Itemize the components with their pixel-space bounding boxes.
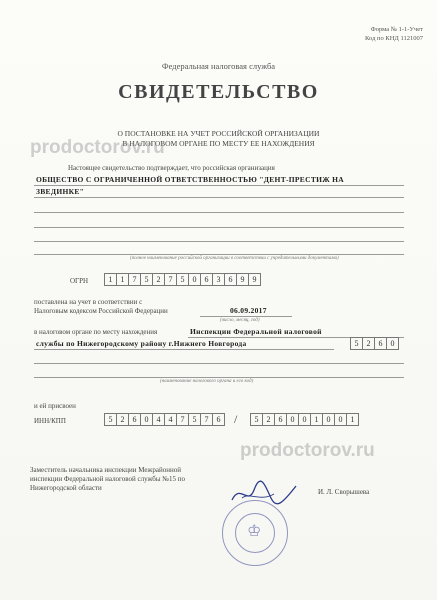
ogrn-digit: 7 [128, 273, 141, 286]
signer-position-line-1: Заместитель начальника инспекции Межрайонной [30, 466, 181, 474]
inn-digit: 4 [152, 413, 165, 426]
signer-position-line-2: инспекции Федеральной налоговой службы №15 по [30, 475, 185, 483]
inn-cells [104, 413, 224, 426]
registered-line-1: поставлена на учет в соответствии с [34, 298, 143, 306]
authority-rule-2 [34, 349, 334, 350]
rule-4 [34, 227, 404, 228]
ogrn-digit: 7 [164, 273, 177, 286]
signature-icon [230, 478, 300, 508]
ogrn-digit: 5 [140, 273, 153, 286]
ogrn-digit: 2 [152, 273, 165, 286]
kpp-digit: 1 [310, 413, 323, 426]
inn-digit: 5 [104, 413, 117, 426]
form-number: Форма № 1-1-Учет [370, 26, 423, 33]
ogrn-digit: 3 [212, 273, 225, 286]
date-rule [200, 316, 292, 317]
inn-label: ИНН/КПП [34, 417, 66, 425]
inn-digit: 7 [176, 413, 189, 426]
inn-digit: 5 [188, 413, 201, 426]
authority-hint: (наименование налогового органа и его код) [160, 379, 254, 384]
date-hint: (число, месяц, год) [220, 318, 260, 323]
ogrn-digit: 1 [104, 273, 117, 286]
org-name-line-2: ЗВЕДИНКЕ" [36, 187, 85, 196]
signer-position-line-3: Нижегородской области [30, 484, 102, 492]
authority-rule-4 [34, 377, 404, 378]
ogrn-digit: 0 [188, 273, 201, 286]
org-name-hint: (полное наименование российской организации в соответствии с учредительными документами) [130, 256, 339, 261]
authority-code-digit: 2 [362, 337, 375, 350]
registered-line-2: Налоговым кодексом Российской Федерации [34, 307, 168, 315]
ogrn-cells [104, 273, 260, 286]
kpp-digit: 2 [262, 413, 275, 426]
kpp-digit: 0 [298, 413, 311, 426]
watermark-top: prodoctorov.ru [30, 137, 165, 158]
document-title: СВИДЕТЕЛЬСТВО [118, 81, 319, 103]
kpp-digit: 1 [346, 413, 359, 426]
rule-3 [34, 212, 404, 213]
authority-rule-3 [34, 363, 404, 364]
kpp-cells [250, 413, 358, 426]
registration-date: 06.09.2017 [230, 306, 267, 315]
form-number-block [365, 25, 423, 43]
inn-digit: 6 [212, 413, 225, 426]
authority-label: в налоговом органе по месту нахождения [34, 328, 158, 336]
authority-line-2: службы по Нижегородскому району г.Нижнего Новгорода [36, 339, 247, 348]
authority-code-digit: 0 [386, 337, 399, 350]
assigned-label: и ей присвоен [34, 402, 76, 410]
kpp-digit: 0 [322, 413, 335, 426]
authority-line-1: Инспекции Федеральной налоговой [190, 327, 322, 336]
subtitle-line-1: О ПОСТАНОВКЕ НА УЧЕТ РОССИЙСКОЙ ОРГАНИЗАЦИИ [117, 129, 320, 138]
kpp-digit: 0 [334, 413, 347, 426]
rule-6 [34, 254, 404, 255]
inn-digit: 2 [116, 413, 129, 426]
inn-digit: 4 [164, 413, 177, 426]
authority-code-cells [350, 337, 398, 350]
watermark-bottom: prodoctorov.ru [240, 440, 375, 461]
authority-code-digit: 6 [374, 337, 387, 350]
inn-digit: 0 [140, 413, 153, 426]
subtitle-line-2: В НАЛОГОВОМ ОРГАНЕ ПО МЕСТУ ЕЕ НАХОЖДЕНИЯ [122, 139, 315, 148]
ogrn-digit: 5 [176, 273, 189, 286]
rule-5 [34, 241, 404, 242]
rule-1 [34, 185, 404, 186]
inn-kpp-separator: / [234, 412, 238, 426]
kpp-digit: 6 [274, 413, 287, 426]
eagle-emblem-icon: ♔ [247, 523, 262, 540]
authority-code-digit: 5 [350, 337, 363, 350]
form-code: Код по КНД 1121007 [365, 35, 423, 42]
ogrn-label: ОГРН [70, 277, 89, 285]
signer-name: И. Л. Сворышева [318, 488, 370, 496]
ogrn-digit: 6 [224, 273, 237, 286]
handwritten-signature [230, 478, 300, 513]
org-name-line-1: ОБЩЕСТВО С ОГРАНИЧЕННОЙ ОТВЕТСТВЕННОСТЬЮ "ДЕНТ-ПРЕСТИЖ НА [36, 175, 345, 184]
kpp-digit: 5 [250, 413, 263, 426]
intro-text: Настоящее свидетельство подтверждает, что российская организация [68, 164, 275, 172]
ogrn-digit: 9 [236, 273, 249, 286]
signer-position [30, 466, 185, 493]
service-name: Федеральная налоговая служба [161, 61, 276, 71]
kpp-digit: 0 [286, 413, 299, 426]
ogrn-digit: 6 [200, 273, 213, 286]
inn-digit: 6 [128, 413, 141, 426]
ogrn-digit: 9 [248, 273, 261, 286]
rule-2 [34, 197, 404, 198]
ogrn-digit: 1 [116, 273, 129, 286]
inn-digit: 7 [200, 413, 213, 426]
